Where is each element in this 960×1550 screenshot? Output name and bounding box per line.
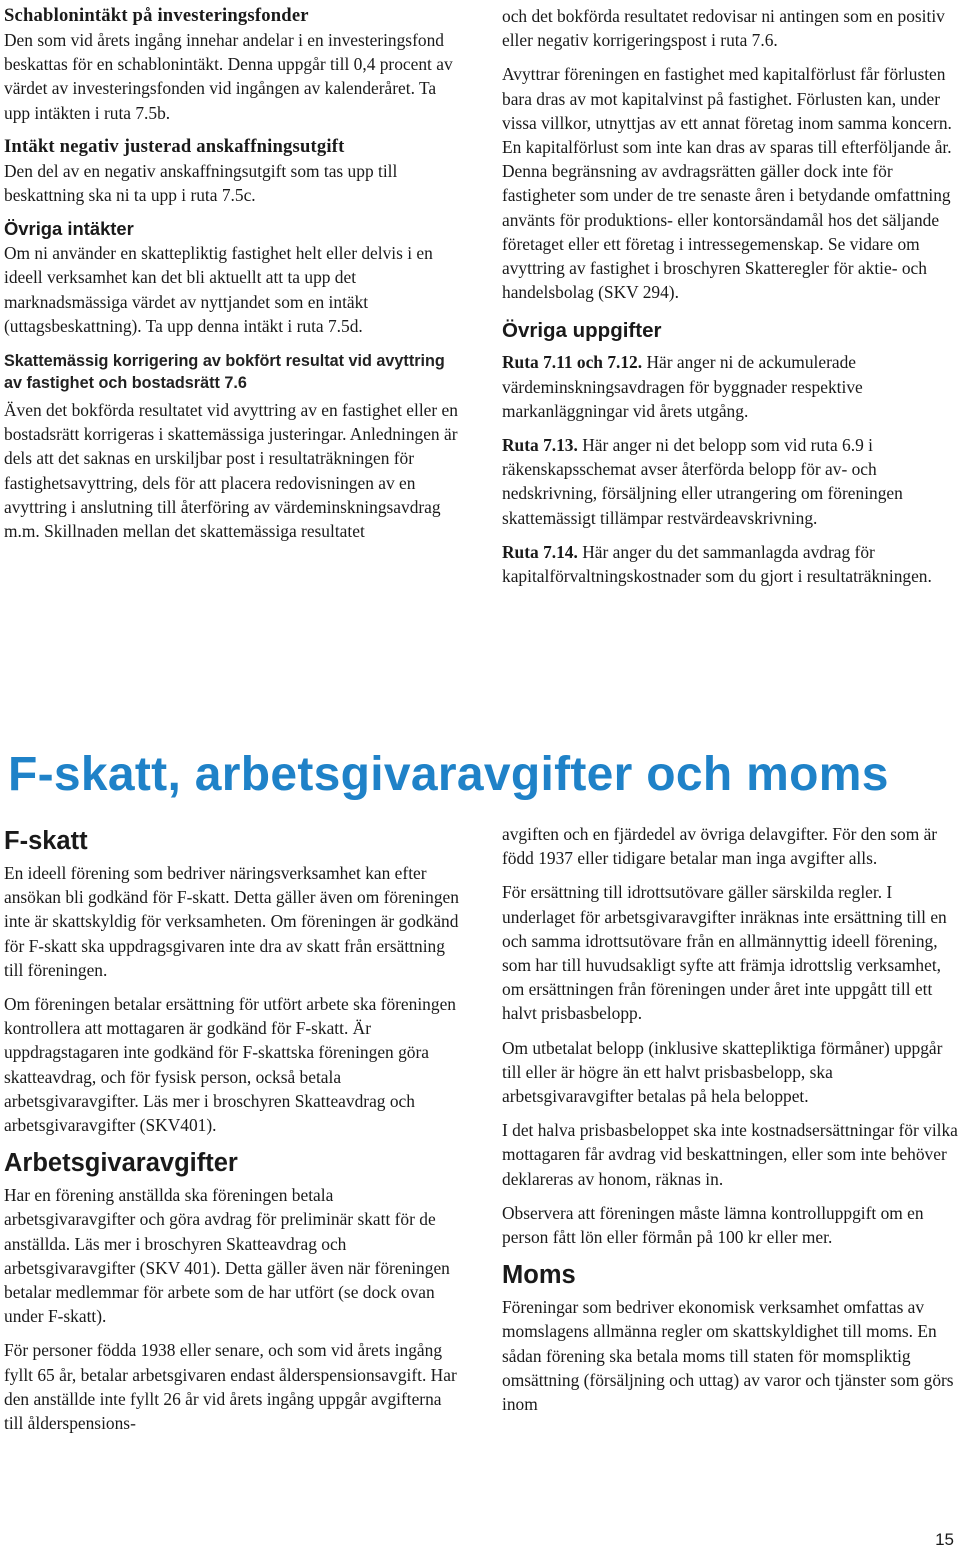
- page-number: 15: [935, 1530, 954, 1549]
- schablon-heading: Schablonintäkt på investeringsfonder: [4, 5, 309, 26]
- kapitalforlust-paragraph: Avyttrar föreningen en fastighet med kapitalförlust får förlusten bara dras av mot kapitalvinst på fastighet. Förlusten kan, under vissa villkor, utnyttjas av ett annat företag inom samma koncern. En kapitalförlust som inte kan dras av sparas till efterföljande år. Denna begränsning av avdragsrätten gäller dock inte för fastigheter som under de tre senaste åren i betydande omfattning använts för produktions- eller kontorsändamål hos det säljande företaget eller ett företag i intressegemenskap. Se vidare om avyttring av fastighet i broschyren Skatteregler för aktie- och handelsbolag (SKV 294).: [502, 64, 952, 303]
- schablon-paragraph: Den som vid årets ingång innehar andelar i en investeringsfond beskattas för en schablonintäkt. Denna uppgår till 0,4 procent av värdet av investeringsfonden vid ingången av kalenderåret. Ta upp intäkten i ruta 7.5b.: [4, 30, 453, 123]
- ruta-713-paragraph: [502, 433, 958, 530]
- ruta-711-text: Här anger ni de ackumulerade värdeminskningsavdragen för byggnader respektive markanläggningar vid årets utgång.: [502, 352, 863, 421]
- ovriga-intakter-paragraph: Om ni använder en skattepliktig fastighet helt eller delvis i en ideell verksamhet kan det bli aktuellt att ta upp det marknadsmässiga värdet av nyttjandet som en intäkt (uttagsbeskattning). Ta upp denna intäkt i ruta 7.5d.: [4, 243, 433, 336]
- moms-paragraph: Föreningar som bedriver ekonomisk verksamhet omfattas av momslagens allmänna regler om skattskyldighet till moms. En sådan förening ska betala moms till staten för momspliktig omsättning (försäljning och uttag) av varor och tjänster som görs inom: [502, 1297, 954, 1415]
- section-title: F-skatt, arbetsgivaravgifter och moms: [8, 748, 889, 801]
- negativ-paragraph: Den del av en negativ anskaffningsutgift som tas upp till beskattning ska ni ta upp i ruta 7.5c.: [4, 160, 398, 206]
- bottom-right-column: [502, 822, 958, 1416]
- korrigering-paragraph: Även det bokförda resultatet vid avyttring av en fastighet eller en bostadsrätt korrigeras i skattemässiga justeringar. Anledningen är dels att det saknas en urskiljbar post i resultaträkningen för fastighetsavyttring, dels för att placera redovisningen av en avyttring i anslutning till återföring av värdeminskningsavdrag m.m. Skillnaden mellan det skattemässiga resultatet: [4, 400, 458, 542]
- top-right-column: [502, 4, 958, 588]
- utbetalt-paragraph: Om utbetalat belopp (inklusive skattepliktiga förmåner) uppgår till eller är högre än ett halvt prisbasbelopp, ska arbetsgivaravgifter betalas på hela beloppet.: [502, 1037, 943, 1107]
- ruta-713-text: Här anger ni det belopp som vid ruta 6.9 i räkenskapsschemat avser återförda belopp för av- och nedskrivning, försäljning eller utrangering om föreningen skattemässigt tillämpar restvärdeavskrivning.: [502, 435, 903, 528]
- ovriga-uppgifter-heading: Övriga uppgifter: [502, 319, 662, 343]
- prisbas-paragraph: I det halva prisbasbeloppet ska inte kostnadsersättningar för vilka mottagaren får avdrag vid beskattningen, eller som inte behöver deklareras av honom, räknas in.: [502, 1120, 958, 1189]
- ruta-711-paragraph: [502, 350, 958, 423]
- korrigering-heading: Skattemässig korrigering av bokfört resultat vid avyttring av fastighet och bostadsrätt 7.6: [4, 352, 445, 393]
- ovriga-intakter-heading: Övriga intäkter: [4, 218, 134, 240]
- korrigering-continuation: och det bokförda resultatet redovisar ni antingen som en positiv eller negativ korrigeringspost i ruta 7.6.: [502, 6, 945, 51]
- avgifter-continuation: avgiften och en fjärdedel av övriga delavgifter. För den som är född 1937 eller tidigare betalar man inga avgifter alls.: [502, 824, 938, 869]
- fskatt-paragraph-2: Om föreningen betalar ersättning för utfört arbete ska föreningen kontrollera att mottagaren är godkänd för F-skatt. Är uppdragstagaren inte godkänd för F-skattska föreningen göra skatteavdrag, och för fysisk person, också betala arbetsgivaravgifter. Läs mer i broschyren Skatteavdrag och arbetsgivaravgifter (SKV401).: [4, 994, 456, 1136]
- arbetsgivaravgifter-heading: Arbetsgivaravgifter: [4, 1149, 238, 1178]
- ruta-711-label: Ruta 7.11 och 7.12.: [502, 352, 643, 373]
- arbetsgivaravgifter-paragraph-1: Har en förening anställda ska föreningen betala arbetsgivaravgifter och göra avdrag för preliminär skatt för de anställda. Läs mer i broschyren Skatteavdrag och arbetsgivaravgifter (SKV 401). Detta gäller även när föreningen betalar medlemmar för arbete som de har utfört (se dock ovan under F-skatt).: [4, 1185, 450, 1327]
- ruta-713-label: Ruta 7.13.: [502, 435, 578, 456]
- ruta-714-paragraph: [502, 540, 958, 588]
- fskatt-paragraph-1: En ideell förening som bedriver näringsverksamhet kan efter ansökan bli godkänd för F-skatt. Detta gäller även om föreningen inte är skattskyldig för verksamheten. Om föreningen är godkänd för F-skatt ska uppdragsgivaren inte dra av skatt från ersättning till föreningen.: [4, 863, 459, 980]
- moms-heading: Moms: [502, 1261, 576, 1290]
- top-left-column: [4, 4, 464, 543]
- idrott-paragraph: För ersättning till idrottsutövare gäller särskilda regler. I underlaget för arbetsgivaravgifter inräknas inte ersättning till en och samma idrottsutövare från en allmännyttig ideell förening, som har till huvudsakligt syfte att främja idrottslig verksamhet, om ersättningen från föreningen under året inte uppgått till ett halvt prisbasbelopp.: [502, 882, 947, 1024]
- ruta-714-text: Här anger du det sammanlagda avdrag för kapitalförvaltningskostnader som du gjort i resultaträkningen.: [502, 541, 932, 587]
- negativ-heading: Intäkt negativ justerad anskaffningsutgift: [4, 135, 345, 157]
- bottom-left-column: [4, 825, 464, 1435]
- fskatt-heading: F-skatt: [4, 827, 88, 855]
- arbetsgivaravgifter-paragraph-2: För personer födda 1938 eller senare, och som vid årets ingång fyllt 65 år, betalar arbetsgivaren endast ålderspensionsavgift. Har den anställde inte fyllt 26 år vid årets ingång uppgår avgifterna till ålderspensions-: [4, 1340, 457, 1434]
- kontrolluppgift-paragraph: Observera att föreningen måste lämna kontrolluppgift om en person fått lön eller förmån på 100 kr eller mer.: [502, 1202, 924, 1248]
- ruta-714-label: Ruta 7.14.: [502, 541, 578, 562]
